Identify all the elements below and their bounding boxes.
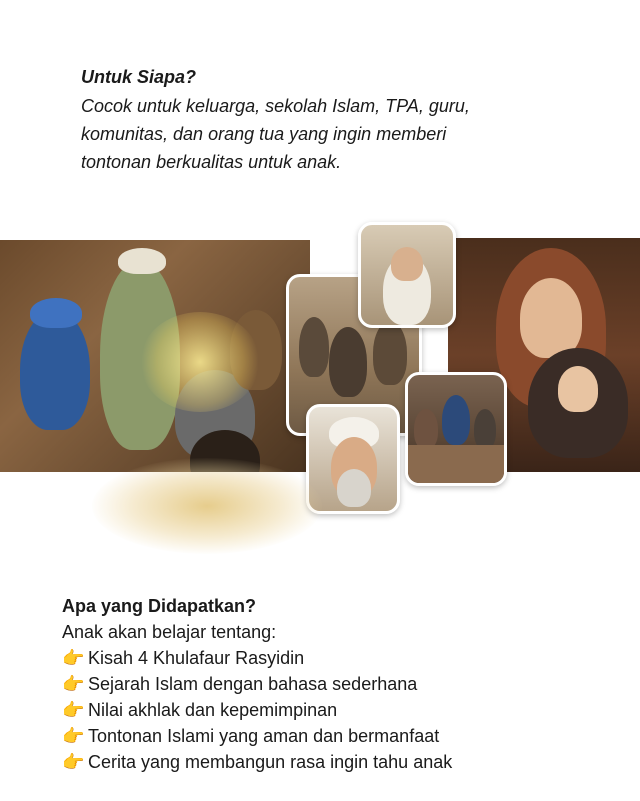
audience-description <box>81 92 581 176</box>
illustration-collage <box>0 222 640 552</box>
pointing-hand-icon: 👉 <box>62 648 85 668</box>
benefit-item <box>62 671 622 697</box>
pointing-hand-icon: 👉 <box>62 726 85 746</box>
benefit-text: Cerita yang membangun rasa ingin tahu anak <box>88 752 453 772</box>
pointing-hand-icon: 👉 <box>62 700 85 720</box>
benefits-heading: Apa yang Didapatkan? <box>62 596 257 616</box>
scene-elder-card <box>358 222 456 328</box>
dust-cloud <box>92 458 322 554</box>
benefits-intro: Anak akan belajar tentang: <box>62 622 277 642</box>
benefit-text: Nilai akhlak dan kepemimpinan <box>88 700 338 720</box>
benefit-text: Sejarah Islam dengan bahasa sederhana <box>88 674 418 694</box>
scene-council-card <box>405 372 507 486</box>
audience-line-2: komunitas, dan orang tua yang ingin memberi <box>81 124 447 144</box>
audience-line-1: Cocok untuk keluarga, sekolah Islam, TPA, guru, <box>81 96 470 116</box>
benefit-item <box>62 645 622 671</box>
benefit-item <box>62 749 622 775</box>
audience-line-3: tontonan berkualitas untuk anak. <box>81 152 342 172</box>
benefits-section <box>62 594 622 775</box>
pointing-hand-icon: 👉 <box>62 752 85 772</box>
pointing-hand-icon: 👉 <box>62 674 85 694</box>
benefit-text: Kisah 4 Khulafaur Rasyidin <box>88 648 305 668</box>
light-glow <box>140 312 260 412</box>
benefit-text: Tontonan Islami yang aman dan bermanfaat <box>88 726 440 746</box>
benefit-item <box>62 723 622 749</box>
benefits-list <box>62 645 622 775</box>
benefit-item <box>62 697 622 723</box>
audience-section <box>81 64 581 176</box>
audience-heading: Untuk Siapa? <box>81 67 197 87</box>
